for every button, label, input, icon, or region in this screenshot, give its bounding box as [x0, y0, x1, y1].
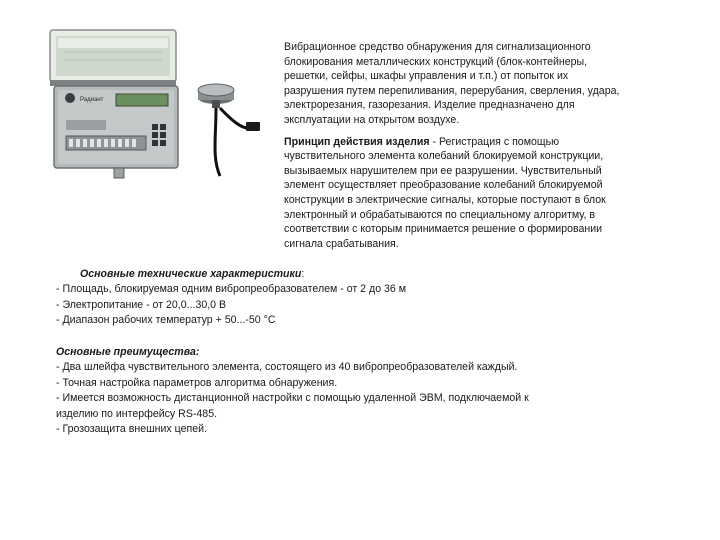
advantages-heading: Основные преимущества: — [56, 346, 200, 358]
advantage-item: - Два шлейфа чувствительного элемента, состоящего из 40 вибропреобразователей каждый. — [56, 361, 518, 374]
spec-item: - Площадь, блокируемая одним вибропреобразователем - от 2 до 36 м — [56, 283, 407, 296]
advantages-block — [56, 345, 696, 437]
principle-first-line-rest: - Регистрация с помощью — [429, 135, 560, 148]
logo-icon — [65, 93, 75, 103]
specs-heading: Основные технические характеристики — [80, 268, 302, 280]
principle-line: вызываемых нарушителем при ее разрушении. Чувствительный — [284, 164, 602, 177]
description-line: Вибрационное средство обнаружения для сигнализационного — [284, 41, 591, 53]
specs-heading-row — [56, 267, 696, 282]
brand-label: Радиант — [80, 97, 104, 103]
description-line: разрушения путем перепиливания, перерубания, сверления, удара, — [284, 84, 620, 97]
principle-line: сигнала срабатывания. — [284, 237, 399, 250]
specs-heading-suffix: : — [301, 268, 305, 280]
principle-first-line — [284, 135, 700, 150]
spec-item: - Электропитание - от 20,0...30,0 В — [56, 298, 227, 311]
spec-item: - Диапазон рабочих температур + 50...-50 °С — [56, 314, 276, 327]
principle-line: соответствии с которым принимается решение о формировании — [284, 223, 603, 236]
advantage-item: - Грозозащита внешних цепей. — [56, 423, 207, 436]
lcd-display — [116, 94, 168, 106]
description-line: эксплуатации на открытом воздухе. — [284, 113, 460, 126]
description-line: электрорезания, газорезания. Изделие предназначено для — [284, 99, 575, 112]
description-line: решетки, сейфы, шкафы управления и т.п.) от попыток их — [284, 70, 569, 83]
advantage-item: - Имеется возможность дистанционной настройки с помощью удаленной ЭВМ, подключаемой к — [56, 392, 529, 405]
principle-label: Принцип действия изделия — [284, 135, 430, 148]
description-block — [284, 40, 700, 251]
principle-line: конструкции в электрические сигналы, которые поступают в блок — [284, 193, 606, 206]
specs-block — [56, 267, 696, 329]
advantage-item: изделию по интерфейсу RS-485. — [56, 407, 218, 420]
principle-line: электронный и обрабатываются по специальному алгоритму, в — [284, 208, 596, 221]
description-line: блокирования металлических конструкций (блок-контейнеры, — [284, 55, 588, 68]
principle-line: элемент осуществляет преобразование колебаний блокируемой — [284, 179, 603, 192]
principle-line: чувствительного элемента колебаний блокируемой конструкции, — [284, 150, 604, 163]
device-photo — [44, 28, 280, 200]
advantage-item: - Точная настройка параметров алгоритма обнаружения. — [56, 376, 338, 389]
vibration-sensor — [198, 84, 260, 176]
